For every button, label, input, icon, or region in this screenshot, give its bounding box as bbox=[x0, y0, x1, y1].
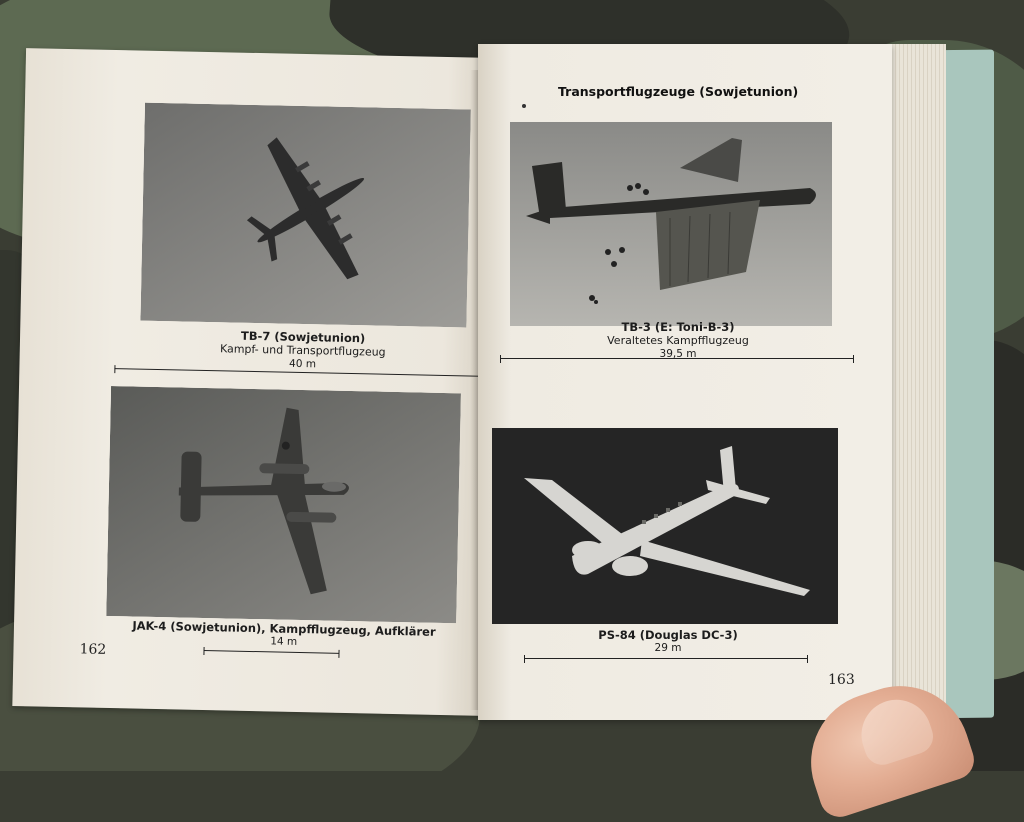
photo-tb7 bbox=[140, 103, 470, 328]
entry-length: 14 m bbox=[270, 635, 298, 649]
entry-length: 40 m bbox=[288, 357, 317, 371]
bullet-mark bbox=[522, 104, 526, 108]
photo-tb3 bbox=[510, 122, 832, 326]
jak4-plane-photo bbox=[106, 386, 461, 623]
photo-jak4 bbox=[106, 386, 461, 623]
entry-length: 29 m bbox=[654, 642, 682, 655]
entry-title: TB-3 (E: Toni-B-3) bbox=[621, 320, 735, 334]
photo-ps84 bbox=[492, 428, 838, 624]
entry-subtitle: Veraltetes Kampfflugzeug bbox=[607, 334, 749, 348]
right-page bbox=[478, 44, 892, 720]
left-page bbox=[12, 48, 496, 716]
entry-subtitle: Kampf- und Transportflugzeug bbox=[219, 342, 386, 360]
tb7-plane-photo bbox=[140, 103, 470, 328]
scale-bar-ps84 bbox=[524, 658, 808, 659]
scale-bar-tb3 bbox=[500, 358, 854, 359]
ps84-plane-photo bbox=[492, 428, 838, 624]
caption-ps84 bbox=[488, 628, 848, 656]
tb3-plane-photo bbox=[510, 122, 832, 326]
page-number-left: 162 bbox=[79, 641, 107, 658]
entry-length: 39,5 m bbox=[659, 348, 697, 361]
page-number-right: 163 bbox=[828, 672, 855, 688]
scale-bar-jak4 bbox=[204, 650, 340, 654]
entry-title: JAK-4 (Sowjetunion), Kampfflugzeug, Aufklärer bbox=[132, 618, 436, 639]
entry-title: PS-84 (Douglas DC-3) bbox=[598, 628, 738, 642]
page-header: Transportflugzeuge (Sowjetunion) bbox=[558, 84, 799, 99]
caption-tb3 bbox=[488, 320, 868, 361]
entry-title: TB-7 (Sowjetunion) bbox=[240, 328, 366, 346]
